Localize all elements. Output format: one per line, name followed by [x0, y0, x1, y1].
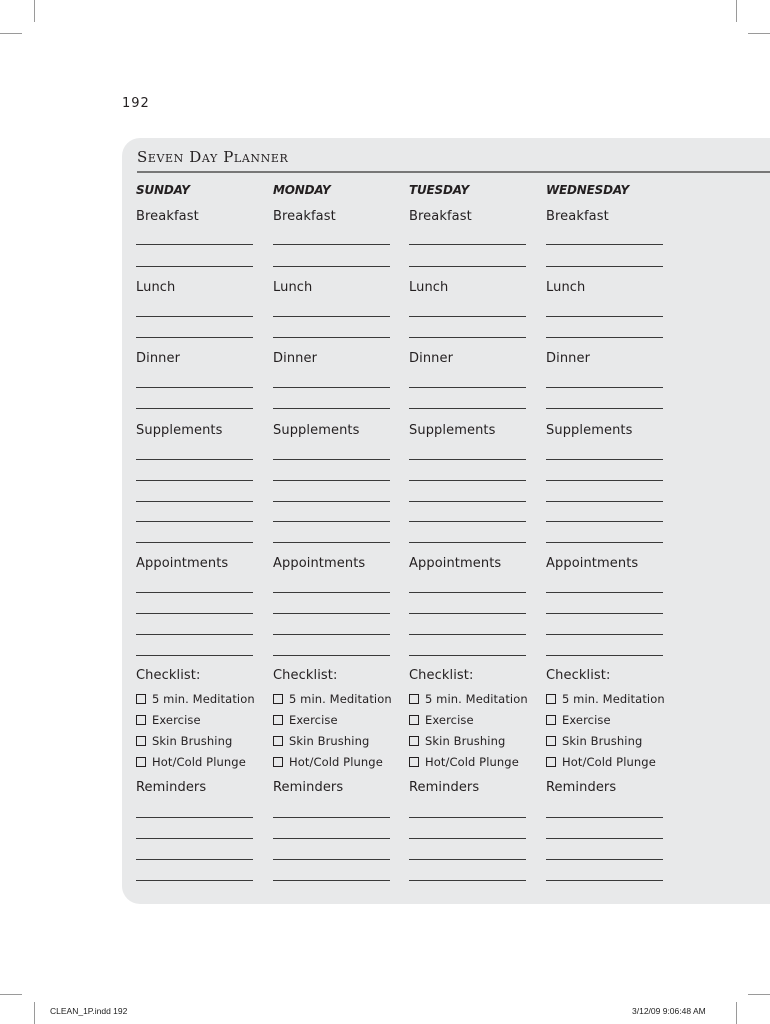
- checklist-item-label: Hot/Cold Plunge: [562, 755, 656, 769]
- checkbox-icon[interactable]: [273, 736, 283, 746]
- supplements-write-line[interactable]: [409, 459, 526, 460]
- supplements-write-line[interactable]: [136, 459, 253, 460]
- reminders-write-line[interactable]: [273, 859, 390, 860]
- dinner-write-line[interactable]: [273, 387, 390, 388]
- reminders-write-line[interactable]: [409, 859, 526, 860]
- appointments-write-line[interactable]: [136, 634, 253, 635]
- breakfast-label: Breakfast: [409, 209, 472, 224]
- appointments-label: Appointments: [409, 556, 502, 571]
- appointments-label: Appointments: [273, 556, 366, 571]
- reminders-label: Reminders: [409, 780, 480, 795]
- checklist-item: [273, 754, 383, 770]
- supplements-label: Supplements: [409, 423, 496, 438]
- appointments-write-line[interactable]: [546, 592, 663, 593]
- reminders-write-line[interactable]: [273, 817, 390, 818]
- checklist-item: [546, 733, 642, 749]
- appointments-write-line[interactable]: [273, 655, 390, 656]
- reminders-write-line[interactable]: [546, 817, 663, 818]
- day-name: WEDNESDAY: [546, 183, 630, 197]
- supplements-write-line[interactable]: [546, 459, 663, 460]
- lunch-label: Lunch: [409, 280, 449, 295]
- breakfast-write-line[interactable]: [409, 244, 526, 245]
- footer-timestamp: 3/12/09 9:06:48 AM: [632, 1006, 706, 1016]
- checklist-item-label: 5 min. Meditation: [562, 692, 665, 706]
- checklist-item-label: Skin Brushing: [425, 734, 506, 748]
- checklist-item: [409, 733, 505, 749]
- day-name: MONDAY: [273, 183, 331, 197]
- supplements-write-line[interactable]: [273, 521, 390, 522]
- supplements-write-line[interactable]: [273, 501, 390, 502]
- reminders-label: Reminders: [546, 780, 617, 795]
- checklist-item: [409, 712, 474, 728]
- checklist-item: [136, 691, 255, 707]
- supplements-write-line[interactable]: [546, 521, 663, 522]
- reminders-write-line[interactable]: [136, 859, 253, 860]
- appointments-write-line[interactable]: [409, 592, 526, 593]
- appointments-write-line[interactable]: [546, 613, 663, 614]
- supplements-write-line[interactable]: [409, 480, 526, 481]
- reminders-label: Reminders: [136, 780, 207, 795]
- supplements-write-line[interactable]: [409, 521, 526, 522]
- appointments-label: Appointments: [136, 556, 229, 571]
- lunch-write-line[interactable]: [273, 337, 390, 338]
- breakfast-write-line[interactable]: [273, 266, 390, 267]
- reminders-write-line[interactable]: [546, 838, 663, 839]
- checkbox-icon[interactable]: [136, 715, 146, 725]
- appointments-write-line[interactable]: [136, 613, 253, 614]
- checkbox-icon[interactable]: [546, 694, 556, 704]
- checklist-item: [409, 754, 519, 770]
- checklist-label: Checklist:: [409, 668, 474, 683]
- checklist-item-label: Exercise: [562, 713, 611, 727]
- lunch-label: Lunch: [273, 280, 313, 295]
- dinner-write-line[interactable]: [409, 408, 526, 409]
- checklist-item: [136, 754, 246, 770]
- checklist-item-label: Hot/Cold Plunge: [425, 755, 519, 769]
- checklist-item-label: 5 min. Meditation: [289, 692, 392, 706]
- reminders-write-line[interactable]: [136, 838, 253, 839]
- crop-mark: [0, 33, 22, 34]
- page-number: 192: [122, 96, 150, 111]
- reminders-write-line[interactable]: [273, 880, 390, 881]
- breakfast-write-line[interactable]: [136, 244, 253, 245]
- reminders-write-line[interactable]: [136, 880, 253, 881]
- supplements-write-line[interactable]: [136, 501, 253, 502]
- checkbox-icon[interactable]: [136, 757, 146, 767]
- reminders-write-line[interactable]: [409, 880, 526, 881]
- checklist-item: [546, 691, 665, 707]
- appointments-write-line[interactable]: [409, 634, 526, 635]
- supplements-write-line[interactable]: [136, 521, 253, 522]
- appointments-write-line[interactable]: [546, 655, 663, 656]
- supplements-write-line[interactable]: [409, 501, 526, 502]
- crop-mark: [34, 1002, 35, 1024]
- dinner-write-line[interactable]: [136, 408, 253, 409]
- checkbox-icon[interactable]: [273, 715, 283, 725]
- checklist-item-label: Exercise: [152, 713, 201, 727]
- breakfast-write-line[interactable]: [546, 266, 663, 267]
- supplements-write-line[interactable]: [409, 542, 526, 543]
- dinner-write-line[interactable]: [273, 408, 390, 409]
- seven-day-planner-panel: [122, 138, 770, 904]
- supplements-label: Supplements: [273, 423, 360, 438]
- dinner-label: Dinner: [409, 351, 454, 366]
- breakfast-label: Breakfast: [136, 209, 199, 224]
- breakfast-label: Breakfast: [546, 209, 609, 224]
- crop-mark: [748, 994, 770, 995]
- breakfast-write-line[interactable]: [273, 244, 390, 245]
- crop-mark: [736, 0, 737, 22]
- crop-mark: [34, 0, 35, 22]
- reminders-write-line[interactable]: [546, 880, 663, 881]
- supplements-label: Supplements: [546, 423, 633, 438]
- appointments-write-line[interactable]: [273, 634, 390, 635]
- supplements-write-line[interactable]: [546, 542, 663, 543]
- lunch-label: Lunch: [546, 280, 586, 295]
- crop-mark: [748, 33, 770, 34]
- crop-mark: [736, 1002, 737, 1024]
- lunch-write-line[interactable]: [546, 316, 663, 317]
- supplements-write-line[interactable]: [273, 480, 390, 481]
- checklist-item-label: Exercise: [425, 713, 474, 727]
- reminders-write-line[interactable]: [409, 838, 526, 839]
- checklist-item: [273, 733, 369, 749]
- checklist-item-label: Skin Brushing: [152, 734, 233, 748]
- dinner-write-line[interactable]: [136, 387, 253, 388]
- checkbox-icon[interactable]: [546, 736, 556, 746]
- checklist-label: Checklist:: [136, 668, 201, 683]
- reminders-write-line[interactable]: [273, 838, 390, 839]
- appointments-write-line[interactable]: [136, 655, 253, 656]
- planner-title: Seven Day Planner: [137, 148, 289, 166]
- appointments-write-line[interactable]: [409, 613, 526, 614]
- appointments-label: Appointments: [546, 556, 639, 571]
- supplements-write-line[interactable]: [136, 542, 253, 543]
- dinner-write-line[interactable]: [546, 387, 663, 388]
- lunch-label: Lunch: [136, 280, 176, 295]
- checklist-item-label: 5 min. Meditation: [425, 692, 528, 706]
- title-rule: [137, 171, 770, 173]
- breakfast-write-line[interactable]: [136, 266, 253, 267]
- lunch-write-line[interactable]: [409, 316, 526, 317]
- checklist-item-label: Exercise: [289, 713, 338, 727]
- lunch-write-line[interactable]: [136, 316, 253, 317]
- dinner-label: Dinner: [546, 351, 591, 366]
- checkbox-icon[interactable]: [136, 736, 146, 746]
- checkbox-icon[interactable]: [409, 694, 419, 704]
- breakfast-label: Breakfast: [273, 209, 336, 224]
- checklist-item: [136, 712, 201, 728]
- dinner-write-line[interactable]: [409, 387, 526, 388]
- checklist-item-label: Hot/Cold Plunge: [152, 755, 246, 769]
- checklist-item: [546, 712, 611, 728]
- reminders-write-line[interactable]: [546, 859, 663, 860]
- checklist-label: Checklist:: [546, 668, 611, 683]
- appointments-write-line[interactable]: [409, 655, 526, 656]
- reminders-label: Reminders: [273, 780, 344, 795]
- checklist-item: [136, 733, 232, 749]
- supplements-write-line[interactable]: [546, 480, 663, 481]
- breakfast-write-line[interactable]: [546, 244, 663, 245]
- appointments-write-line[interactable]: [546, 634, 663, 635]
- day-name: TUESDAY: [409, 183, 469, 197]
- supplements-write-line[interactable]: [546, 501, 663, 502]
- supplements-write-line[interactable]: [273, 542, 390, 543]
- footer-filename: CLEAN_1P.indd 192: [50, 1006, 128, 1016]
- checkbox-icon[interactable]: [546, 715, 556, 725]
- supplements-label: Supplements: [136, 423, 223, 438]
- crop-mark: [0, 994, 22, 995]
- appointments-write-line[interactable]: [136, 592, 253, 593]
- checklist-label: Checklist:: [273, 668, 338, 683]
- checklist-item: [409, 691, 528, 707]
- checkbox-icon[interactable]: [409, 757, 419, 767]
- lunch-write-line[interactable]: [409, 337, 526, 338]
- lunch-write-line[interactable]: [136, 337, 253, 338]
- lunch-write-line[interactable]: [546, 337, 663, 338]
- dinner-write-line[interactable]: [546, 408, 663, 409]
- dinner-label: Dinner: [273, 351, 318, 366]
- appointments-write-line[interactable]: [273, 592, 390, 593]
- supplements-write-line[interactable]: [273, 459, 390, 460]
- checklist-item-label: Hot/Cold Plunge: [289, 755, 383, 769]
- checkbox-icon[interactable]: [546, 757, 556, 767]
- checkbox-icon[interactable]: [273, 757, 283, 767]
- supplements-write-line[interactable]: [136, 480, 253, 481]
- appointments-write-line[interactable]: [273, 613, 390, 614]
- breakfast-write-line[interactable]: [409, 266, 526, 267]
- checklist-item-label: 5 min. Meditation: [152, 692, 255, 706]
- checklist-item: [273, 691, 392, 707]
- checkbox-icon[interactable]: [409, 715, 419, 725]
- lunch-write-line[interactable]: [273, 316, 390, 317]
- day-name: SUNDAY: [136, 183, 190, 197]
- checkbox-icon[interactable]: [273, 694, 283, 704]
- checkbox-icon[interactable]: [409, 736, 419, 746]
- dinner-label: Dinner: [136, 351, 181, 366]
- checklist-item: [273, 712, 338, 728]
- checklist-item: [546, 754, 656, 770]
- checklist-item-label: Skin Brushing: [289, 734, 370, 748]
- reminders-write-line[interactable]: [409, 817, 526, 818]
- reminders-write-line[interactable]: [136, 817, 253, 818]
- checklist-item-label: Skin Brushing: [562, 734, 643, 748]
- checkbox-icon[interactable]: [136, 694, 146, 704]
